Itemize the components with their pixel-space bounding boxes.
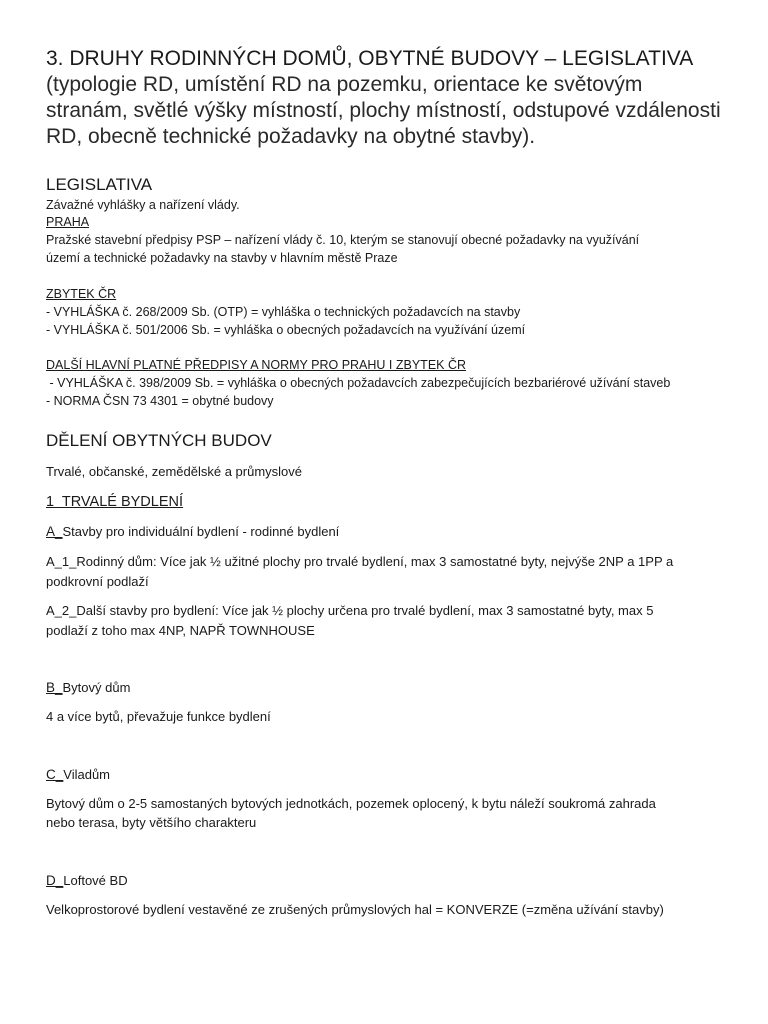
category-c-desc-line-1: Bytový dům o 2-5 samostaných bytových jednotkách, pozemek oplocený, k bytu náleží soukromá zahrada [46, 796, 656, 811]
praha-text-line-2: území a technické požadavky na stavby v hlavním městě Praze [46, 251, 398, 265]
a1-line-2: podkrovní podlaží [46, 574, 149, 589]
praha-label: PRAHA [46, 215, 90, 229]
document-title: 3. DRUHY RODINNÝCH DOMŮ, OBYTNÉ BUDOVY – LEGISLATIVA [46, 47, 694, 70]
praha-text-line-1: Pražské stavební předpisy PSP – nařízení vlády č. 10, kterým se stanovují obecné požadavky na využívání [46, 233, 640, 247]
zbytek-item-1: - VYHLÁŠKA č. 268/2009 Sb. (OTP) = vyhláška o technických požadavcích na stavby [46, 305, 521, 319]
category-c [46, 765, 110, 785]
zbytek-item-2: - VYHLÁŠKA č. 501/2006 Sb. = vyhláška o obecných požadavcích na využívání území [46, 323, 526, 337]
category-c-desc-line-2: nebo terasa, byty většího charakteru [46, 815, 257, 830]
legislativa-intro: Závažné vyhlášky a nařízení vlády. [46, 198, 240, 212]
subtitle-line-1: (typologie RD, umístění RD na pozemku, orientace ke světovým [46, 73, 643, 96]
category-d-desc: Velkoprostorové bydlení vestavěné ze zrušených průmyslových hal = KONVERZE (=změna užívání stavby) [46, 902, 664, 917]
category-a [46, 522, 339, 542]
category-b-desc: 4 a více bytů, převažuje funkce bydlení [46, 709, 271, 724]
subtitle-line-2: stranám, světlé výšky místností, plochy místností, odstupové vzdálenosti [46, 99, 721, 122]
trvale-bydleni-heading: 1 TRVALÉ BYDLENÍ [46, 494, 184, 510]
dalsi-item-1: - VYHLÁŠKA č. 398/2009 Sb. = vyhláška o obecných požadavcích zabezpečujících bezbariérové užívání staveb [46, 376, 671, 390]
category-b [46, 678, 130, 698]
a1-line-1: A_1_Rodinný dům: Více jak ½ užitné plochy pro trvalé bydlení, max 3 samostatné byty, nejvýše 2NP a 1PP a [46, 554, 674, 569]
legislativa-heading: LEGISLATIVA [46, 175, 153, 194]
deleni-heading: DĚLENÍ OBYTNÝCH BUDOV [46, 431, 272, 450]
a2-line-1: A_2_Další stavby pro bydlení: Více jak ½ plochy určena pro trvalé bydlení, max 3 samostatné byty, max 5 [46, 603, 654, 618]
category-a-text: Stavby pro individuální bydlení - rodinné bydlení [62, 524, 340, 539]
category-b-prefix: B_ [46, 680, 63, 695]
category-b-text: Bytový dům [62, 680, 131, 695]
category-c-prefix: C_ [46, 767, 64, 782]
subtitle-line-3: RD, obecně technické požadavky na obytné stavby). [46, 125, 536, 148]
category-d [46, 871, 128, 891]
category-a-prefix: A_ [46, 524, 63, 539]
a2-line-2: podlaží z toho max 4NP, NAPŘ TOWNHOUSE [46, 623, 315, 638]
category-d-text: Loftové BD [63, 873, 128, 888]
category-d-prefix: D_ [46, 873, 64, 888]
zbytek-label: ZBYTEK ČR [46, 287, 117, 301]
category-c-text: Viladům [63, 767, 110, 782]
dalsi-label: DALŠÍ HLAVNÍ PLATNÉ PŘEDPISY A NORMY PRO PRAHU I ZBYTEK ČR [46, 358, 467, 372]
dalsi-item-2: - NORMA ČSN 73 4301 = obytné budovy [46, 394, 274, 408]
deleni-intro: Trvalé, občanské, zemědělské a průmyslové [46, 464, 303, 479]
